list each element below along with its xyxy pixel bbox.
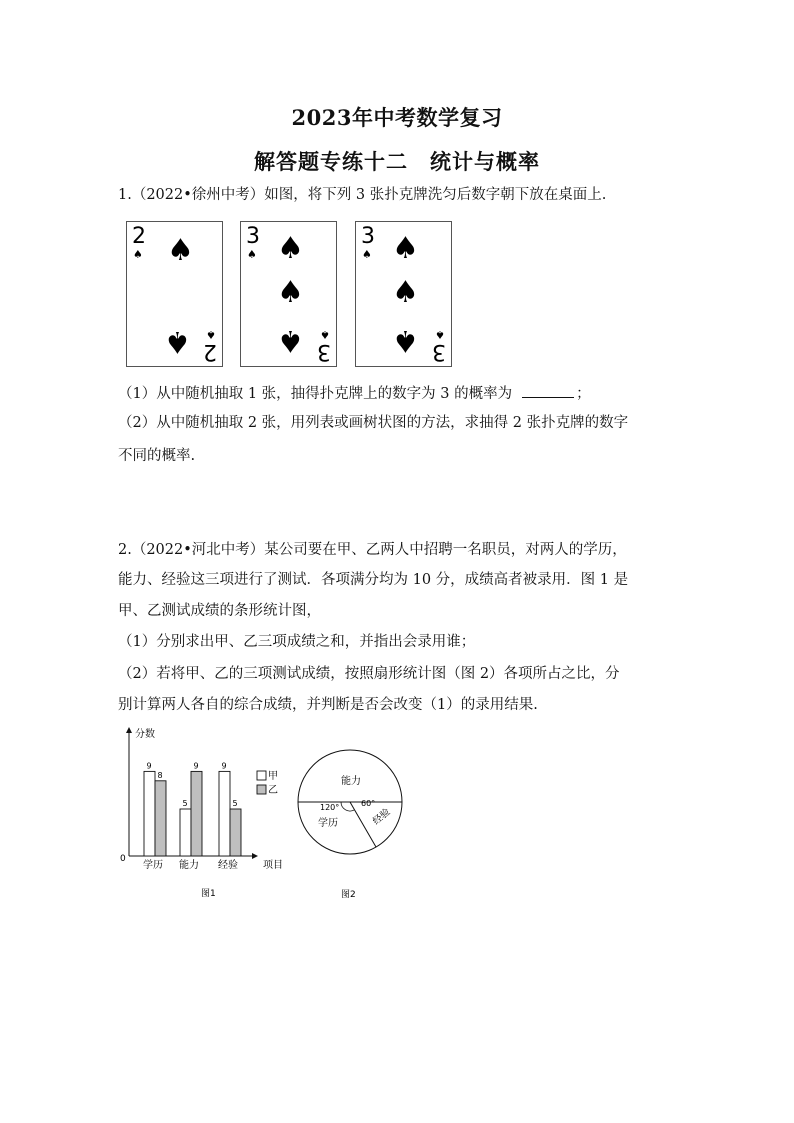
card-rank-top: 2: [132, 224, 146, 249]
q2-line3: 甲、乙测试成绩的条形统计图，: [118, 603, 321, 619]
card-rank-bottom: 2: [203, 339, 217, 364]
q1-stem: 1.（2022•徐州中考）如图，将下列 3 张扑克牌洗匀后数字朝下放在桌面上.: [118, 187, 607, 203]
document-title: 2023年中考数学复习: [291, 105, 503, 130]
q2-line6: 别计算两人各自的综合成绩，并判断是否会改变（1）的录用结果.: [118, 697, 538, 713]
y-axis-label: 分数: [135, 729, 155, 740]
pie-label-ability: 能力: [341, 776, 361, 787]
bar-chart-figure: [110, 722, 300, 902]
pie-chart-figure: [296, 742, 406, 902]
spade-icon: ♠: [247, 248, 257, 261]
bar-甲-学历: [144, 771, 155, 856]
q2-line4: （1）分别求出甲、乙三项成绩之和，并指出会录用谁；: [118, 634, 476, 650]
card-rank-top: 3: [246, 224, 260, 249]
spade-icon: ♠: [167, 233, 194, 268]
x-tick-label: 学历: [143, 860, 163, 871]
bar-value-label: 9: [193, 761, 199, 771]
bar-value-label: 9: [221, 761, 227, 771]
bar-甲-经验: [219, 771, 230, 856]
x-tick-label: 能力: [179, 860, 199, 871]
spade-icon: ♠: [392, 231, 419, 266]
spade-icon: ♠: [277, 275, 304, 310]
spade-icon: ♠: [362, 248, 372, 261]
playing-card-2: [240, 221, 337, 367]
bar-value-label: 5: [232, 799, 238, 808]
spade-icon: ♠: [164, 324, 191, 359]
spade-icon: ♠: [206, 328, 216, 341]
q1-part2-line2: 不同的概率.: [118, 448, 196, 464]
bar-乙-能力: [191, 771, 202, 856]
q2-line5: （2）若将甲、乙的三项测试成绩，按照扇形统计图（图 2）各项所占之比，分: [118, 666, 620, 682]
pie-label-experience: 经验: [370, 806, 393, 828]
bar-value-label: 9: [146, 761, 152, 771]
x-tick-label: 经验: [218, 860, 238, 871]
card-rank-bottom: 3: [432, 339, 446, 364]
q2-line1: 2.（2022•河北中考）某公司要在甲、乙两人中招聘一名职员，对两人的学历，: [118, 542, 627, 558]
spade-icon: ♠: [277, 323, 304, 358]
card-rank-bottom: 3: [317, 339, 331, 364]
bar-value-label: 8: [157, 770, 163, 780]
bar-value-label: 5: [182, 799, 188, 808]
pie-angle-experience: 60°: [361, 799, 376, 808]
legend-label: 乙: [268, 785, 278, 796]
playing-card-3: [355, 221, 452, 367]
x-axis-label: 项目: [263, 860, 283, 871]
q1-part2-line1: （2）从中随机抽取 2 张，用列表或画树状图的方法，求抽得 2 张扑克牌的数字: [118, 415, 629, 431]
bar-乙-学历: [155, 781, 166, 856]
pie-label-education: 学历: [318, 818, 338, 829]
spade-icon: ♠: [320, 328, 330, 341]
q2-line2: 能力、经验这三项进行了测试．各项满分均为 10 分，成绩高者被录用．图 1 是: [118, 572, 629, 588]
q1-part1-text: （1）从中随机抽取 1 张，抽得扑克牌上的数字为 3 的概率为: [118, 386, 513, 402]
legend-swatch: [257, 785, 266, 794]
playing-card-1: [126, 221, 223, 367]
spade-icon: ♠: [392, 275, 419, 310]
bar-乙-经验: [230, 809, 241, 856]
pie-angle-education: 120°: [320, 803, 340, 812]
figure2-caption: 图2: [341, 890, 356, 900]
legend-label: 甲: [268, 771, 278, 782]
origin-label: 0: [120, 854, 126, 864]
card-rank-top: 3: [361, 224, 375, 249]
spade-icon: ♠: [392, 323, 419, 358]
q1-part1-end: ；: [576, 386, 591, 402]
pie-slice-boundary: [350, 802, 376, 847]
answer-blank[interactable]: [522, 383, 574, 398]
spade-icon: ♠: [133, 248, 143, 261]
legend-swatch: [257, 771, 266, 780]
bar-甲-能力: [180, 809, 191, 856]
figure1-caption: 图1: [201, 889, 216, 899]
q1-part1: [118, 383, 678, 404]
document-subtitle: 解答题专练十二 统计与概率: [254, 149, 540, 174]
spade-icon: ♠: [277, 231, 304, 266]
spade-icon: ♠: [435, 328, 445, 341]
